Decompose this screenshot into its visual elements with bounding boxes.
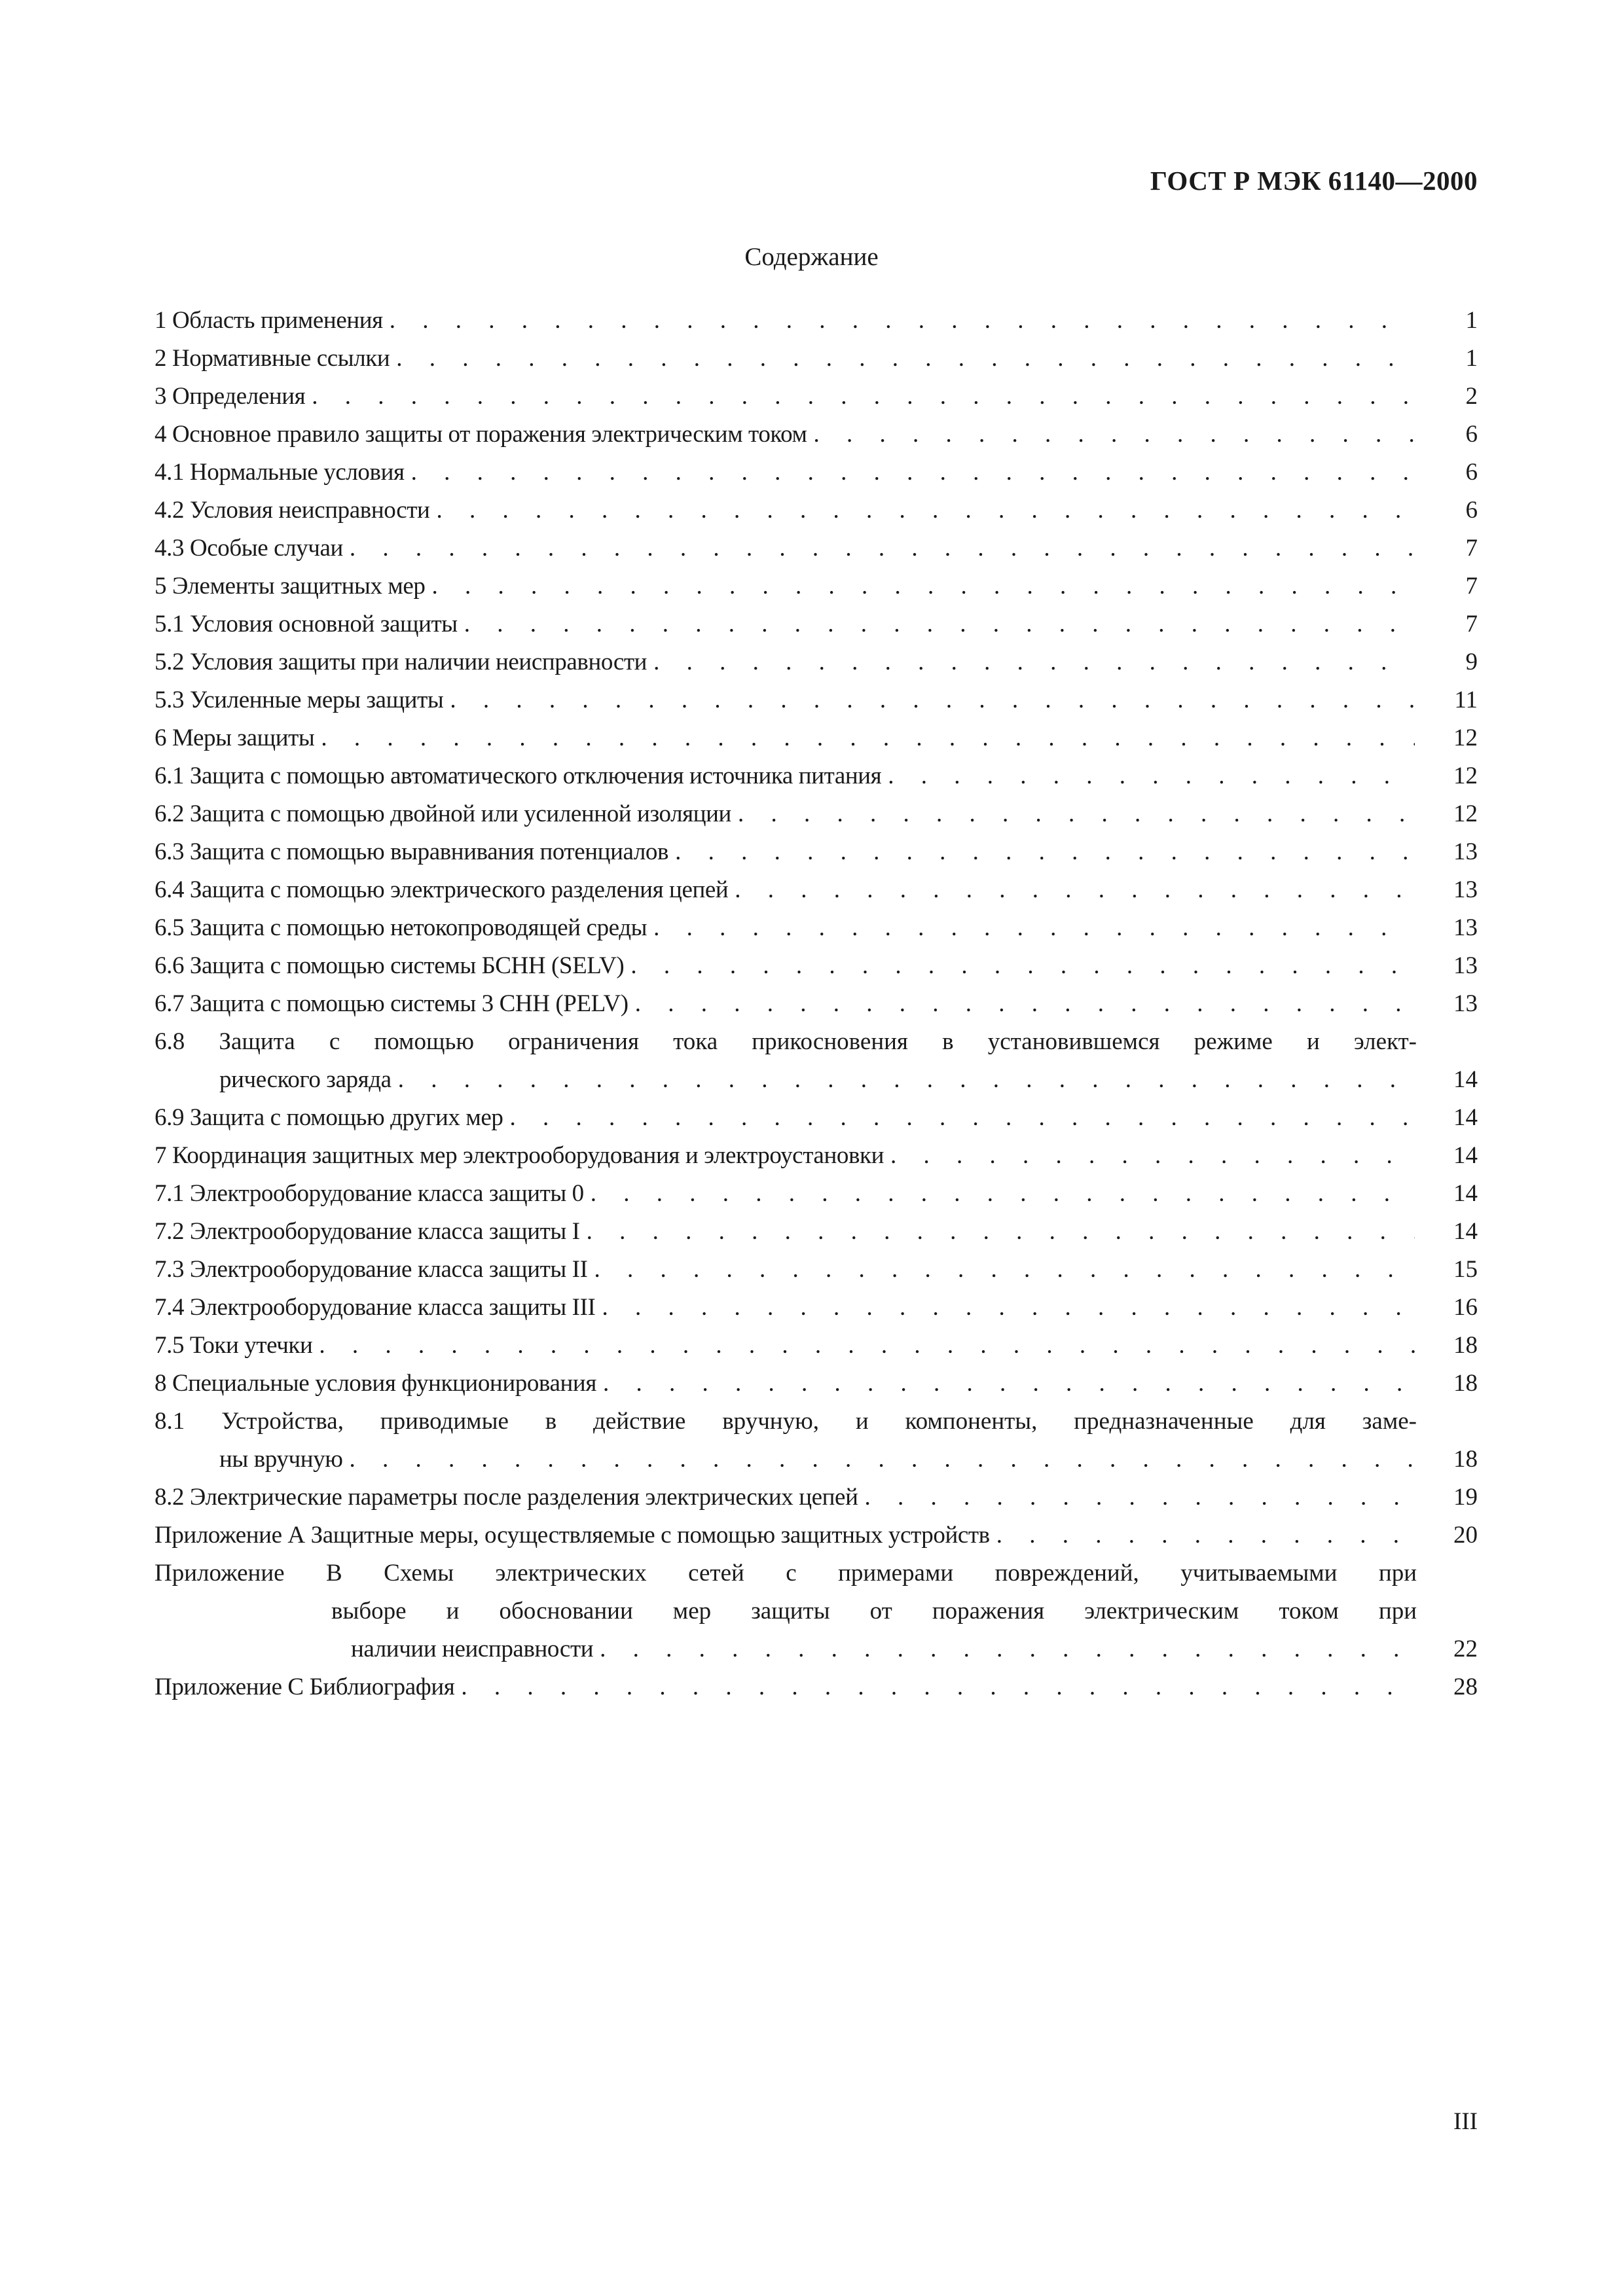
toc-entry[interactable] (155, 1175, 1478, 1213)
toc-entry-label: 6.3 Защита с помощью выравнивания потенциалов (155, 838, 669, 865)
toc-entry[interactable] (155, 1365, 1478, 1403)
toc-entry-label: Приложение А Защитные меры, осуществляемые с помощью защитных устройств (155, 1522, 990, 1549)
toc-entry[interactable] (155, 1289, 1478, 1327)
toc-entry[interactable] (155, 1213, 1478, 1251)
toc-entry[interactable] (155, 454, 1478, 492)
toc-leader-dots (602, 1289, 1415, 1327)
toc-entry[interactable] (155, 795, 1478, 833)
toc-entry-page: 13 (1453, 876, 1478, 903)
toc-entry[interactable] (155, 947, 1478, 985)
toc-entry-label: 5.3 Усиленные меры защиты (155, 687, 444, 713)
toc-leader-dots (594, 1251, 1415, 1289)
toc-entry-page: 11 (1454, 687, 1478, 713)
toc-leader-dots (398, 1061, 1415, 1099)
toc-entry-page: 6 (1465, 497, 1478, 524)
toc-entry[interactable] (155, 605, 1478, 643)
toc-entry-page: 13 (1453, 952, 1478, 979)
toc-entry[interactable] (155, 643, 1478, 681)
toc-entry-label: 7.4 Электрооборудование класса защиты III (155, 1294, 596, 1321)
toc-entry[interactable] (155, 529, 1478, 567)
toc-leader-dots (461, 1668, 1415, 1706)
toc-entry[interactable] (155, 985, 1478, 1023)
toc-leader-dots (814, 416, 1415, 454)
toc-leader-dots (738, 795, 1415, 833)
toc-entry-label: 3 Определения (155, 383, 306, 410)
toc-entry-page: 1 (1465, 307, 1478, 334)
toc-entry-label: 8 Специальные условия функционирования (155, 1370, 596, 1397)
toc-entry-page: 18 (1453, 1446, 1478, 1473)
toc-entry-page: 13 (1453, 838, 1478, 865)
toc-leader-dots (675, 833, 1415, 871)
toc-entry-label: 2 Нормативные ссылки (155, 345, 390, 372)
toc-entry-label: 7.2 Электрооборудование класса защиты I (155, 1218, 580, 1245)
toc-entry-page: 14 (1453, 1142, 1478, 1169)
toc-entry-label: 6.9 Защита с помощью других мер (155, 1104, 503, 1131)
toc-entry-label: 4.1 Нормальные условия (155, 459, 405, 486)
toc-leader-dots (321, 719, 1415, 757)
toc-entry[interactable] (155, 719, 1478, 757)
toc-entry-page: 1 (1465, 345, 1478, 372)
toc-entry[interactable] (155, 1251, 1478, 1289)
toc-entry-label-line2: рического заряда (219, 1066, 392, 1093)
toc-entry-page: 2 (1465, 383, 1478, 410)
toc-entry[interactable] (155, 567, 1478, 605)
toc-entry-page: 6 (1465, 421, 1478, 448)
toc-leader-dots (587, 1213, 1415, 1251)
toc-leader-dots (600, 1630, 1415, 1668)
toc-entry-page: 22 (1453, 1636, 1478, 1662)
toc-entry-page: 12 (1453, 762, 1478, 789)
toc-entry[interactable] (155, 833, 1478, 871)
toc-entry-page: 15 (1453, 1256, 1478, 1283)
toc-leader-dots (890, 1137, 1415, 1175)
toc-entry-page: 13 (1453, 914, 1478, 941)
toc-entry[interactable] (155, 378, 1478, 416)
toc-entry[interactable] (155, 1479, 1478, 1516)
toc-entry-label: 5.1 Условия основной защиты (155, 611, 458, 637)
toc-entry[interactable] (155, 909, 1478, 947)
toc-entry-label: 6.6 Защита с помощью системы БСНН (SELV) (155, 952, 625, 979)
toc-entry-label-line2: выборе и обосновании мер защиты от поражения электрическим током при (331, 1598, 1417, 1624)
toc-leader-dots (350, 529, 1415, 567)
toc-entry-page: 14 (1453, 1066, 1478, 1093)
toc-entry[interactable] (155, 1137, 1478, 1175)
toc-leader-dots (411, 454, 1415, 492)
toc-entry[interactable] (155, 492, 1478, 529)
toc-entry-page: 12 (1453, 800, 1478, 827)
toc-entry-label: 1 Область применения (155, 307, 383, 334)
toc-entry-label: 6.7 Защита с помощью системы 3 СНН (PELV) (155, 990, 629, 1017)
toc-entry[interactable] (155, 1516, 1478, 1554)
toc-leader-dots (864, 1479, 1415, 1516)
toc-entry[interactable] (155, 1630, 1478, 1668)
toc-entry-page: 28 (1453, 1674, 1478, 1700)
toc-entry-page: 7 (1465, 611, 1478, 637)
toc-leader-dots (735, 871, 1415, 909)
toc-entry-label: 6 Меры защиты (155, 725, 315, 751)
toc-entry-page: 14 (1453, 1180, 1478, 1207)
toc-entry-page: 6 (1465, 459, 1478, 486)
toc-entry-page: 7 (1465, 573, 1478, 600)
toc-entry-label: 4 Основное правило защиты от поражения электрическим током (155, 421, 807, 448)
toc-entry-page: 20 (1453, 1522, 1478, 1549)
toc-leader-dots (390, 302, 1415, 340)
toc-entry-label: 4.3 Особые случаи (155, 535, 343, 562)
toc-entry-page: 9 (1465, 649, 1478, 675)
toc-leader-dots (653, 643, 1415, 681)
toc-leader-dots (436, 492, 1415, 529)
toc-entry-label: 7 Координация защитных мер электрооборудования и электроустановки (155, 1142, 884, 1169)
toc-entry-page: 14 (1453, 1104, 1478, 1131)
page-number: III (1453, 2108, 1478, 2135)
toc-entry[interactable] (155, 416, 1478, 454)
toc-entry-label: 5 Элементы защитных мер (155, 573, 426, 600)
toc-entry[interactable] (155, 871, 1478, 909)
toc-entry[interactable] (155, 1327, 1478, 1365)
toc-leader-dots (464, 605, 1415, 643)
table-of-contents (155, 302, 1478, 1706)
toc-entry[interactable] (155, 1061, 1478, 1099)
toc-entry-page: 7 (1465, 535, 1478, 562)
toc-entry-page: 19 (1453, 1484, 1478, 1511)
toc-entry-page: 12 (1453, 725, 1478, 751)
toc-leader-dots (509, 1099, 1415, 1137)
toc-entry-label: 8.2 Электрические параметры после разделения электрических цепей (155, 1484, 858, 1511)
toc-entry-page: 14 (1453, 1218, 1478, 1245)
toc-entry-label: 6.4 Защита с помощью электрического разделения цепей (155, 876, 729, 903)
toc-entry[interactable] (155, 757, 1478, 795)
toc-leader-dots (603, 1365, 1415, 1403)
toc-entry[interactable] (155, 1099, 1478, 1137)
toc-entry[interactable] (155, 340, 1478, 378)
toc-entry-page: 13 (1453, 990, 1478, 1017)
toc-entry[interactable] (155, 302, 1478, 340)
toc-entry-label-line1[interactable]: 6.8 Защита с помощью ограничения тока прикосновения в установившемся режиме и элект- (155, 1028, 1417, 1055)
toc-title: Содержание (744, 243, 879, 271)
toc-leader-dots (888, 757, 1415, 795)
toc-leader-dots (653, 909, 1415, 947)
toc-entry-label: 7.1 Электрооборудование класса защиты 0 (155, 1180, 584, 1207)
toc-leader-dots (630, 947, 1415, 985)
toc-leader-dots (396, 340, 1415, 378)
toc-entry-page: 18 (1453, 1332, 1478, 1359)
toc-entry-label: 5.2 Условия защиты при наличии неисправности (155, 649, 647, 675)
toc-entry-label: 6.2 Защита с помощью двойной или усиленной изоляции (155, 800, 731, 827)
toc-entry-label: 7.5 Токи утечки (155, 1332, 313, 1359)
toc-leader-dots (450, 681, 1415, 719)
toc-entry[interactable] (155, 1668, 1478, 1706)
toc-entry[interactable] (155, 681, 1478, 719)
toc-leader-dots (432, 567, 1415, 605)
document-code: ГОСТ Р МЭК 61140—2000 (1150, 166, 1478, 196)
toc-entry-label-line2: ны вручную (219, 1446, 343, 1473)
toc-entry-label-line3: наличии неисправности (351, 1636, 594, 1662)
toc-entry-label: 6.1 Защита с помощью автоматического отключения источника питания (155, 762, 882, 789)
toc-leader-dots (635, 985, 1415, 1023)
toc-entry[interactable] (155, 1441, 1478, 1479)
toc-entry-label: 7.3 Электрооборудование класса защиты II (155, 1256, 588, 1283)
toc-entry-page: 18 (1453, 1370, 1478, 1397)
toc-leader-dots (996, 1516, 1415, 1554)
toc-entry-label-line1[interactable]: Приложение В Схемы электрических сетей с примерами повреждений, учитываемыми при (155, 1560, 1417, 1587)
toc-leader-dots (319, 1327, 1415, 1365)
toc-entry-label: Приложение С Библиография (155, 1674, 455, 1700)
toc-entry-page: 16 (1453, 1294, 1478, 1321)
toc-leader-dots (591, 1175, 1415, 1213)
toc-entry-label: 4.2 Условия неисправности (155, 497, 430, 524)
toc-entry-label: 6.5 Защита с помощью нетокопроводящей среды (155, 914, 647, 941)
toc-leader-dots (312, 378, 1415, 416)
toc-leader-dots (349, 1441, 1415, 1479)
toc-entry-label-line1[interactable]: 8.1 Устройства, приводимые в действие вручную, и компоненты, предназначенные для заме- (155, 1408, 1417, 1435)
